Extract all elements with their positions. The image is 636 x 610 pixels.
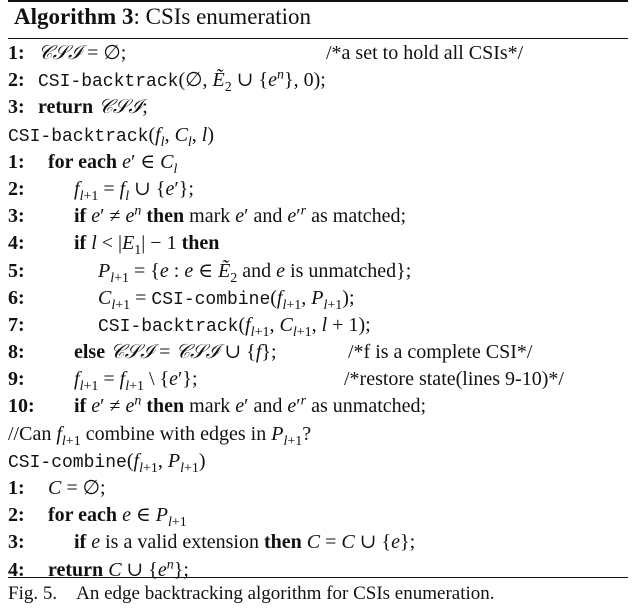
algo-line [8, 40, 628, 67]
line-comment: /*restore state(lines 9-10)*/ [344, 368, 564, 391]
line-number: 4: [8, 232, 25, 255]
algo-line [8, 393, 628, 420]
line-number: 6: [8, 286, 25, 309]
line-code: $P_{l+1} = \{e$ : e ∈ Ẽ$_2$ and e is unmatched}; [98, 259, 412, 286]
title-rule [8, 38, 628, 39]
line-number: 2: [8, 504, 25, 527]
function-signature: CSI-$combine(f_{l+1}$, $P_{l+1}$) [8, 449, 206, 476]
line-number: 3: [8, 96, 25, 119]
algo-line [8, 557, 628, 584]
line-number: 1: [8, 42, 25, 64]
line-code: $f_{l+1} = f_l$ ∪ {e′}; [74, 177, 194, 204]
caption-label: Fig. 5. [8, 583, 58, 604]
line-comment: /*a set to hold all CSIs*/ [326, 42, 524, 64]
line-number: 7: [8, 313, 25, 336]
algo-line [8, 366, 628, 393]
line-code: return 𝒞𝒮ℐ; [38, 96, 148, 119]
line-code: 𝒞𝒮ℐ = ∅; [38, 42, 127, 64]
figure-caption [8, 583, 495, 605]
line-number: 1: [8, 477, 25, 499]
algorithm-title [14, 4, 311, 30]
caption-text: An edge backtracking algorithm for CSIs enumeration. [76, 583, 495, 604]
line-number: 8: [8, 341, 25, 364]
function-signature: CSI-$backtrack(f_l$, $C_l$, l) [8, 123, 215, 150]
algo-line [8, 285, 628, 312]
line-number: 3: [8, 531, 25, 554]
line-code: return C ∪ $\{e^n\}$; [48, 556, 189, 581]
algorithm-label: Algorithm 3 [14, 4, 134, 29]
algo-line [8, 502, 628, 529]
algorithm-name: : CSIs enumeration [133, 4, 312, 29]
algo-line [8, 339, 628, 366]
line-number: 2: [8, 177, 25, 200]
line-code: if e is a valid extension then C = C ∪ {e}; [74, 531, 416, 554]
line-number: 10: [8, 395, 35, 418]
line-code: if $e' \ne e^n$ then mark e′ and $e'^r$ as unmatched; [74, 393, 427, 418]
line-code: for each e′ ∈ $C_l$ [48, 150, 178, 177]
line-number: 4: [8, 558, 25, 581]
top-rule [8, 0, 628, 2]
line-code: CSI-backtrack(∅, Ẽ$_2$ ∪ $\{e^n\}$, 0); [38, 67, 326, 96]
line-code: for each e ∈ $P_{l+1}$ [48, 504, 187, 531]
algo-line [8, 312, 628, 339]
algo-line [8, 258, 628, 285]
line-number: 9: [8, 368, 25, 391]
algo-line [8, 475, 628, 502]
line-code: if $e' \ne e^n$ then mark e′ and $e'^r$ as matched; [74, 203, 407, 228]
line-number: 3: [8, 205, 25, 228]
line-code: CSI-$backtrack(f_{l+1}$, $C_{l+1}$, l + 1); [98, 313, 371, 340]
algo-line [8, 203, 628, 230]
comment-line: //Can $f_{l+1}$ combine with edges in $P_{l+1}$? [8, 422, 312, 449]
line-code: if $l < |E_1| - 1$ then [74, 232, 220, 259]
algo-line [8, 448, 628, 475]
algorithm-body [8, 40, 628, 584]
algo-line [8, 122, 628, 149]
algo-line [8, 176, 628, 203]
line-code: else 𝒞𝒮ℐ = 𝒞𝒮ℐ ∪ {f}; [74, 341, 277, 364]
algo-line [8, 421, 628, 448]
algo-line [8, 529, 628, 556]
algo-line [8, 94, 628, 121]
line-code: C = ∅; [48, 477, 106, 499]
algo-line [8, 67, 628, 94]
line-comment: /*f is a complete CSI*/ [348, 341, 533, 364]
line-number: 5: [8, 259, 25, 282]
algo-line [8, 230, 628, 257]
line-number: 1: [8, 150, 25, 173]
line-code: $C_{l+1}$ = CSI-$combine(f_{l+1}$, $P_{l+1}$); [98, 286, 355, 313]
line-code: $f_{l+1} = f_{l+1}$ \ {e′}; [74, 368, 198, 395]
line-number: 2: [8, 69, 25, 92]
algo-line [8, 149, 628, 176]
